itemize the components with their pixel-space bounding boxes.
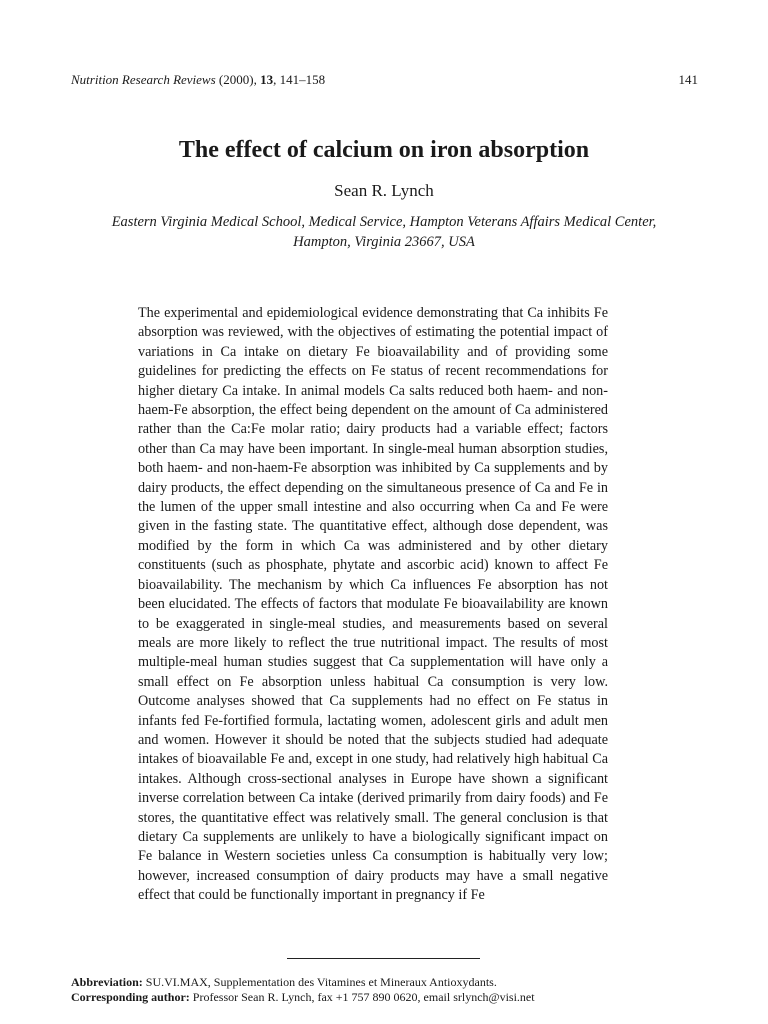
affiliation-line-2: Hampton, Virginia 23667, USA [293,234,475,250]
abstract-text: The experimental and epidemiological evidence demonstrating that Ca inhibits Fe absorption was reviewed, with the objectives of estimating the potential impact of variations in Ca intake on dietary Fe bioavailability and of providing some guidelines for predicting the effects on Fe status of recent recommendations for higher dietary Ca intake. In animal models Ca salts reduced both haem- and non-haem-Fe absorption, the effect being dependent on the amount of Ca administered rather than the Ca:Fe molar ratio; dairy products had a variable effect; factors other than Ca may have been important. In single-meal human absorption studies, both haem- and non-haem-Fe absorption was inhibited by Ca supplements and by dairy products, the effect depending on the simultaneous presence of Ca and Fe in the lumen of the upper small intestine and also occurring when Ca and Fe were given in the fasting state. The quantitative effect, although dose dependent, was modified by the form in which Ca was administered and by other dietary constituents (such as phosphate, phytate and ascorbic acid) known to affect Fe bioavailability. The mechanism by which Ca influences Fe absorption has not been elucidated. The effects of factors that modulate Fe bioavailability are known to be exaggerated in single-meal studies, and measurements based on several meals are more likely to reflect the true nutritional impact. The results of most multiple-meal human studies suggest that Ca supplementation will have only a small effect on Fe absorption unless habitual Ca consumption is very low. Outcome analyses showed that Ca supplements had no effect on Fe status in infants fed Fe-fortified formula, lactating women, adolescent girls and adult men and women. However it should be noted that the subjects studied had adequate intakes of bioavailable Fe and, except in one study, had relatively high habitual Ca intakes. Although cross-sectional analyses in Europe have shown a significant inverse correlation between Ca intake (derived primarily from dairy foods) and Fe stores, the quantitative effect was relatively small. The general conclusion is that dietary Ca supplements are unlikely to have a biologically significant impact on Fe balance in Western societies unless Ca consumption is habitually very low; however, increased consumption of dairy products may have a small negative effect that could be functionally important in pregnancy if Fe [138,305,608,904]
journal-volume: 13 [260,72,274,87]
author-affiliation [60,212,708,252]
affiliation-line-1: Eastern Virginia Medical School, Medical Service, Hampton Veterans Affairs Medical Center, [111,214,657,230]
corresponding-author-text: Professor Sean R. Lynch, fax +1 757 890 0620, email srlynch@visi.net [189,990,535,1004]
journal-year: (2000), [218,72,257,87]
footnotes [71,975,728,1005]
page-number: 141 [678,72,698,87]
author-name: Sean R. Lynch [334,181,434,200]
abbreviation-text: SU.VI.MAX, Supplementation des Vitamines et Mineraux Antioxydants. [142,975,497,989]
abbreviation-label: Abbreviation: [71,975,143,989]
abbreviation-footnote [71,975,728,990]
journal-name: Nutrition Research Reviews [71,72,216,87]
corresponding-author-label: Corresponding author: [71,990,190,1004]
article-title: The effect of calcium on iron absorption [178,137,590,163]
corresponding-author-footnote [71,990,728,1005]
citation [71,71,325,89]
running-head [71,71,698,89]
footnote-divider [287,958,480,959]
journal-pages: , 141–158 [273,72,326,87]
